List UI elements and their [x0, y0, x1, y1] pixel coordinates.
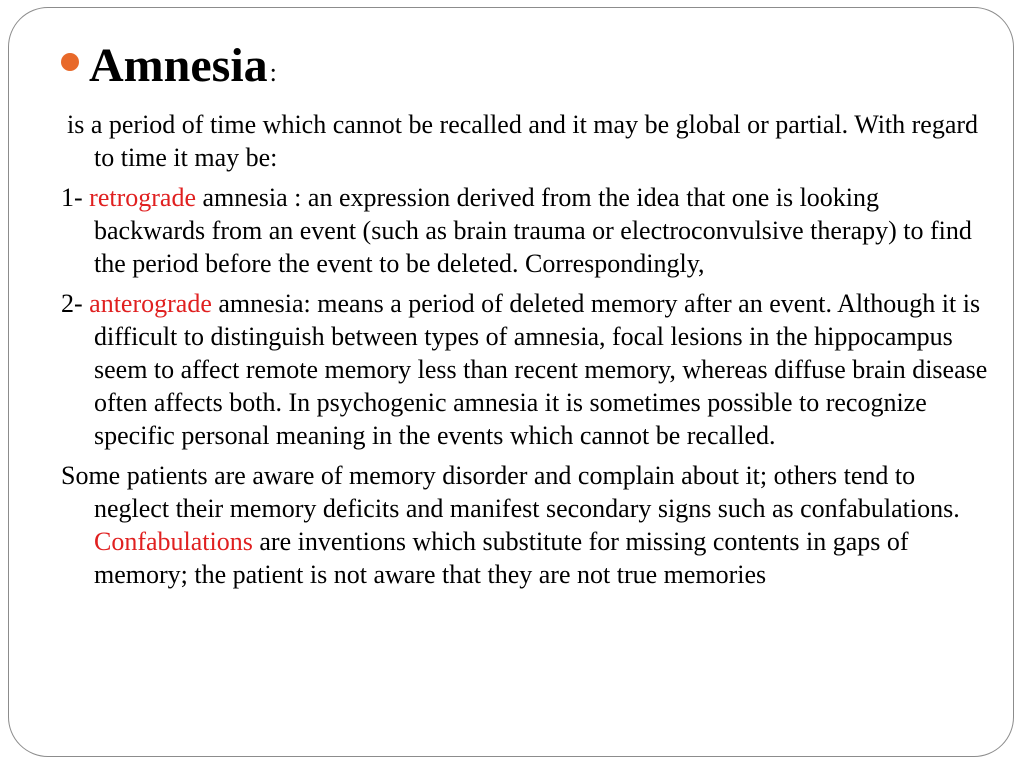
intro-text: is a period of time which cannot be recalled and it may be global or partial. With regard to time it may be:	[67, 110, 979, 172]
item-retrograde	[61, 181, 991, 280]
item1-prefix: 1-	[61, 183, 90, 212]
closing-before: Some patients are aware of memory disorder and complain about it; others tend to neglect their memory deficits and manifest secondary signs such as confabulations.	[61, 461, 960, 523]
item2-text: amnesia: means a period of deleted memory after an event. Although it is difficult to distinguish between types of amnesia, focal lesions in the hippocampus seem to affect remote memory less than recent memory, whereas diffuse brain disease often affects both. In psychogenic amnesia it is sometimes possible to recognize specific personal meaning in the events which cannot be recalled.	[94, 289, 988, 450]
closing-paragraph	[61, 459, 991, 591]
term-anterograde: anterograde	[89, 289, 212, 318]
title-row	[61, 39, 277, 92]
term-retrograde: retrograde	[89, 183, 196, 212]
intro-paragraph	[61, 108, 991, 174]
term-confabulations: Confabulations	[94, 527, 253, 556]
item-anterograde	[61, 287, 991, 452]
bullet-dot-icon	[61, 53, 79, 71]
closing-after: are inventions which substitute for missing contents in gaps of memory; the patient is not aware that they are not true memories	[94, 527, 909, 589]
slide-frame	[8, 7, 1014, 757]
slide-body	[61, 108, 991, 598]
title-colon: :	[269, 58, 277, 87]
item2-prefix: 2-	[61, 289, 90, 318]
item1-text: amnesia : an expression derived from the idea that one is looking backwards from an event (such as brain trauma or electroconvulsive therapy) to find the period before the event to be deleted. Correspondingly,	[94, 183, 972, 278]
slide-title: Amnesia	[89, 39, 268, 92]
